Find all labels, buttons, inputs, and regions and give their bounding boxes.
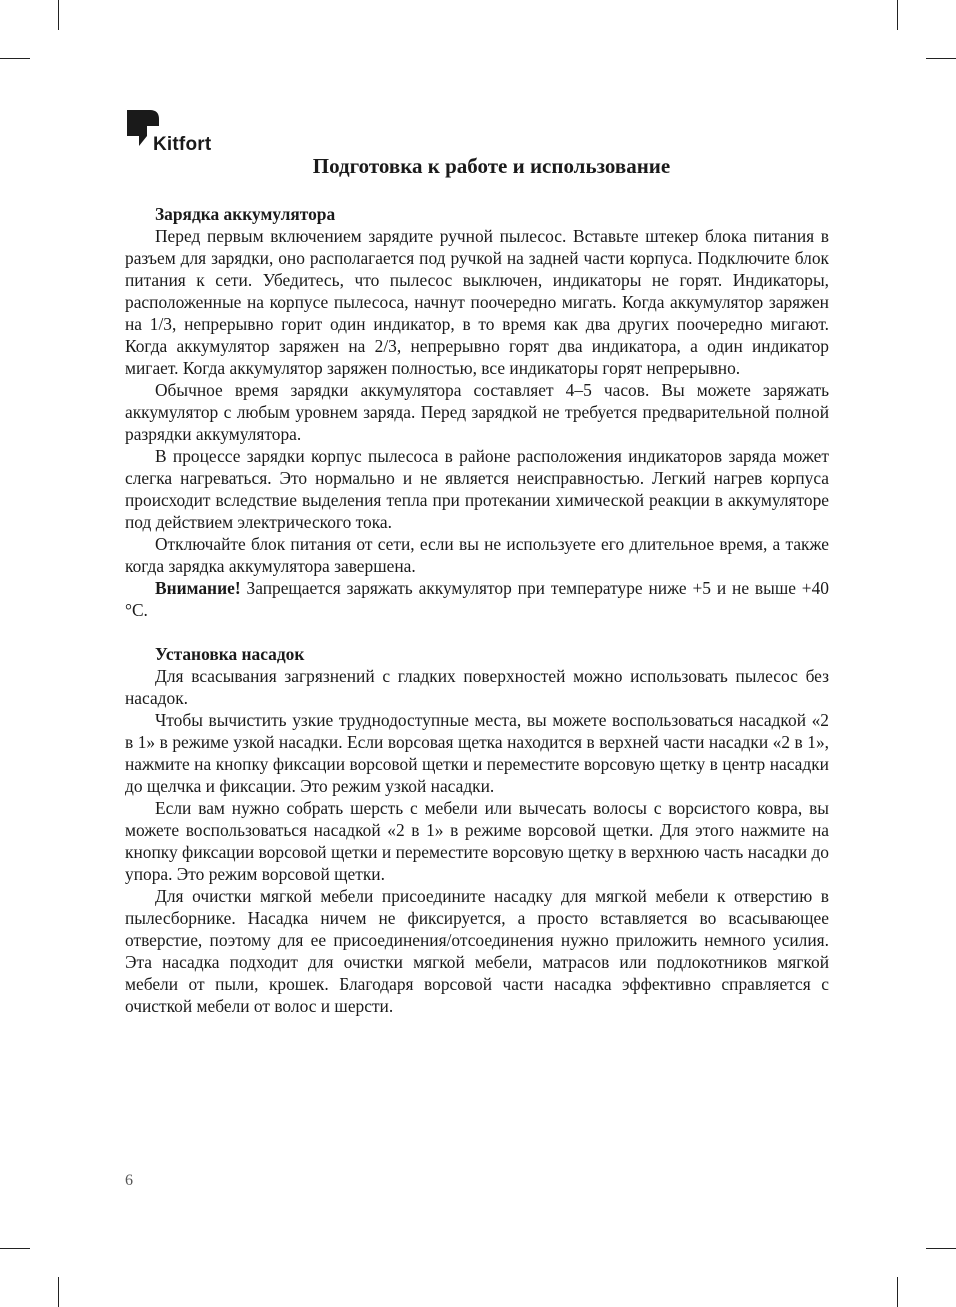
- crop-mark: [58, 1277, 59, 1307]
- page-number: 6: [125, 1172, 133, 1189]
- crop-mark: [926, 1248, 956, 1249]
- paragraph: Для всасывания загрязнений с гладких поверхностей можно использовать пылесос без насадок.: [125, 666, 829, 708]
- paragraph: Для очистки мягкой мебели присоедините насадку для мягкой мебели к отверстию в пылесборнике. Насадка ничем не фиксируется, а просто вставляется во всасывающее отверстие, поэтому для ее присоединения/отсоединения нужно приложить немного усилия. Эта насадка подходит для очистки мягкой мебели, матрасов или подлокотников мягкой мебели от пыли, крошек. Благодаря ворсовой части насадка эффективно справляется с очисткой мебели от волос и шерсти.: [125, 886, 829, 1016]
- crop-mark: [897, 0, 898, 30]
- crop-mark: [58, 0, 59, 30]
- kitfort-logo: [125, 108, 235, 158]
- paragraph: Чтобы вычистить узкие труднодоступные места, вы можете воспользоваться насадкой «2 в 1» в режиме узкой насадки. Если ворсовая щетка находится в верхней части насадки «2 в 1», нажмите на кнопку фиксации ворсовой щетки и переместите ворсовую щетку в центр насадки до щелчка и фиксации. Это режим узкой насадки.: [125, 710, 829, 796]
- crop-mark: [0, 1248, 30, 1249]
- warning-paragraph: [125, 577, 829, 621]
- paragraph: В процессе зарядки корпус пылесоса в районе расположения индикаторов заряда может слегка нагреваться. Это нормально и не является неисправностью. Легкий нагрев корпуса происходит вследствие выделения тепла при протекании химической реакции в аккумуляторе под действием электрического тока.: [125, 446, 829, 532]
- paragraph: Отключайте блок питания от сети, если вы не используете его длительное время, а также когда зарядка аккумулятора завершена.: [125, 534, 829, 576]
- warning-text: Запрещается заряжать аккумулятор при температуре ниже +5 и не выше +40 °C.: [125, 578, 829, 620]
- section-heading: Зарядка аккумулятора: [155, 204, 336, 224]
- document-body: [125, 203, 829, 1017]
- paragraph: Обычное время зарядки аккумулятора составляет 4–5 часов. Вы можете заряжать аккумулятор с любым уровнем заряда. Перед зарядкой не требуется предварительной полной разрядки аккумулятора.: [125, 380, 829, 444]
- crop-mark: [0, 58, 30, 59]
- page-title: Подготовка к работе и использование: [312, 154, 671, 178]
- section-heading: Установка насадок: [155, 644, 305, 664]
- crop-mark: [897, 1277, 898, 1307]
- logo-wordmark: Kitfort: [153, 134, 212, 155]
- warning-label: Внимание!: [155, 578, 241, 598]
- paragraph: Если вам нужно собрать шерсть с мебели или вычесать волосы с ворсистого ковра, вы можете воспользоваться насадкой «2 в 1» в режиме ворсовой щетки. Для этого нажмите на кнопку фиксации ворсовой щетки и переместите ворсовую щетку в верхнюю часть насадки до упора. Это режим ворсовой щетки.: [125, 798, 829, 884]
- crop-mark: [926, 58, 956, 59]
- paragraph: Перед первым включением зарядите ручной пылесос. Вставьте штекер блока питания в разъем для зарядки, оно располагается под ручкой на задней части корпуса. Подключите блок питания к сети. Убедитесь, что пылесос выключен, индикаторы не горят. Индикаторы, расположенные на корпусе пылесоса, начнут поочередно мигать. Когда аккумулятор заряжен на 1/3, непрерывно горит один индикатор, в то время как два других поочередно мигают. Когда аккумулятор заряжен на 2/3, непрерывно горят два индикатора, а один индикатор мигает. Когда аккумулятор заряжен полностью, все индикаторы горят непрерывно.: [125, 226, 829, 378]
